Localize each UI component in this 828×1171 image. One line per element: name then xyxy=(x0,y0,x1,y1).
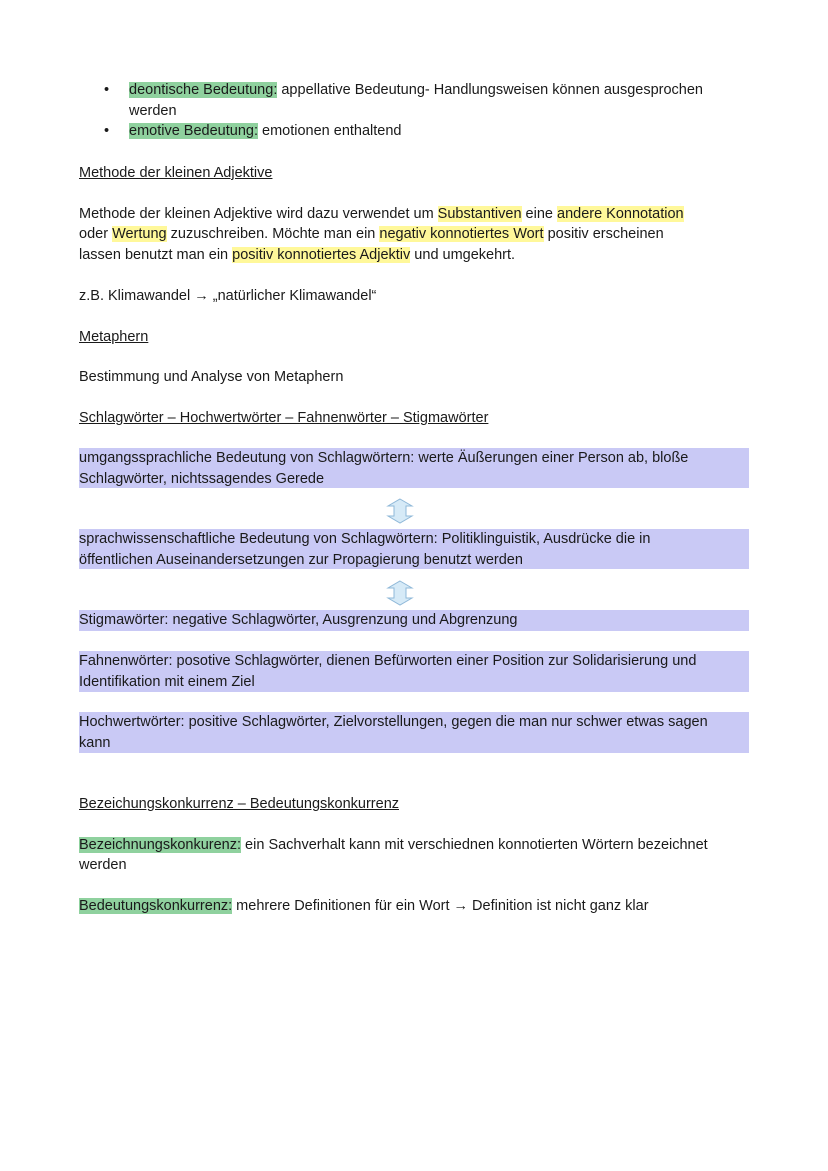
box-line: Hochwertwörter: positive Schlagwörter, Zielvorstellungen, gegen die man nur schwer etwas sagen xyxy=(79,714,708,730)
term-deontic: deontische Bedeutung: xyxy=(129,82,278,98)
heading-metaphern: Metaphern xyxy=(79,329,149,345)
bullet-item-deontic xyxy=(129,80,703,100)
highlight-andere-konnotation: andere Konnotation xyxy=(557,206,684,222)
example-klimawandel: z.B. Klimawandel → „natürlicher Klimawandel“ xyxy=(79,288,377,304)
text: positiv erscheinen xyxy=(543,226,664,242)
box-line: sprachwissenschaftliche Bedeutung von Schlagwörtern: Politiklinguistik, Ausdrücke die in xyxy=(79,531,651,547)
text: mehrere Definitionen für ein Wort → Definition ist nicht ganz klar xyxy=(232,898,649,914)
text: oder xyxy=(79,226,113,242)
definition-emotive: emotionen enthaltend xyxy=(257,123,402,139)
highlight-negativ-konnotiertes-wort: negativ konnotiertes Wort xyxy=(379,226,544,242)
box-fahnenwoerter xyxy=(79,651,749,692)
text: und umgekehrt. xyxy=(410,247,516,263)
highlight-positiv-konnotiertes-adjektiv: positiv konnotiertes Adjektiv xyxy=(232,247,411,263)
term-bedeutungskonkurrenz: Bedeutungskonkurrenz: xyxy=(79,898,233,914)
highlight-wertung: Wertung xyxy=(112,226,167,242)
bullet-dot: • xyxy=(104,82,110,98)
bullet-item-emotive xyxy=(129,121,401,141)
text: eine xyxy=(521,206,557,222)
bullet-dot: • xyxy=(104,123,110,139)
box-line: Fahnenwörter: posotive Schlagwörter, dienen Befürworten einer Position zur Solidarisierung und xyxy=(79,653,697,669)
definition-bezeichnungskonkurenz xyxy=(79,835,708,855)
box-umgangssprachlich xyxy=(79,448,749,488)
box-line: Stigmawörter: negative Schlagwörter, Ausgrenzung und Abgrenzung xyxy=(79,612,518,628)
metaphern-text: Bestimmung und Analyse von Metaphern xyxy=(79,369,344,385)
text: Methode der kleinen Adjektive wird dazu verwendet um xyxy=(79,206,438,222)
definition-deontic: appellative Bedeutung- Handlungsweisen können ausgesprochen xyxy=(277,82,703,98)
text: lassen benutzt man ein xyxy=(79,247,233,263)
box-line: öffentlichen Auseinandersetzungen zur Propagierung benutzt werden xyxy=(79,551,523,568)
box-line: Schlagwörter, nichtssagendes Gerede xyxy=(79,470,325,487)
box-sprachwissenschaftlich xyxy=(79,529,749,569)
double-arrow-icon xyxy=(385,498,415,524)
term-emotive: emotive Bedeutung: xyxy=(129,123,258,139)
double-arrow-icon xyxy=(385,580,415,606)
bullet-item-deontic-cont: werden xyxy=(129,103,177,119)
paragraph-line-1 xyxy=(79,204,684,224)
paragraph-line-2 xyxy=(79,224,664,244)
term-bezeichnungskonkurenz: Bezeichnungskonkurenz: xyxy=(79,837,242,853)
definition-bezeichnungskonkurenz-cont: werden xyxy=(79,857,127,873)
box-line: kann xyxy=(79,734,111,751)
text: ein Sachverhalt kann mit verschiednen konnotierten Wörtern bezeichnet xyxy=(241,837,708,853)
heading-schlagwoerter: Schlagwörter – Hochwertwörter – Fahnenwörter – Stigmawörter xyxy=(79,410,489,426)
box-line: Identifikation mit einem Ziel xyxy=(79,673,255,690)
box-stigmawoerter xyxy=(79,610,749,631)
definition-bedeutungskonkurrenz xyxy=(79,896,649,916)
heading-konkurrenz: Bezeichungskonkurrenz – Bedeutungskonkurrenz xyxy=(79,796,400,812)
box-line: umgangssprachliche Bedeutung von Schlagwörtern: werte Äußerungen einer Person ab, bloße xyxy=(79,450,689,466)
text: zuzuschreiben. Möchte man ein xyxy=(166,226,380,242)
box-hochwertwoerter xyxy=(79,712,749,753)
heading-methode: Methode der kleinen Adjektive xyxy=(79,165,273,181)
paragraph-line-3 xyxy=(79,245,515,265)
highlight-substantiven: Substantiven xyxy=(437,206,522,222)
